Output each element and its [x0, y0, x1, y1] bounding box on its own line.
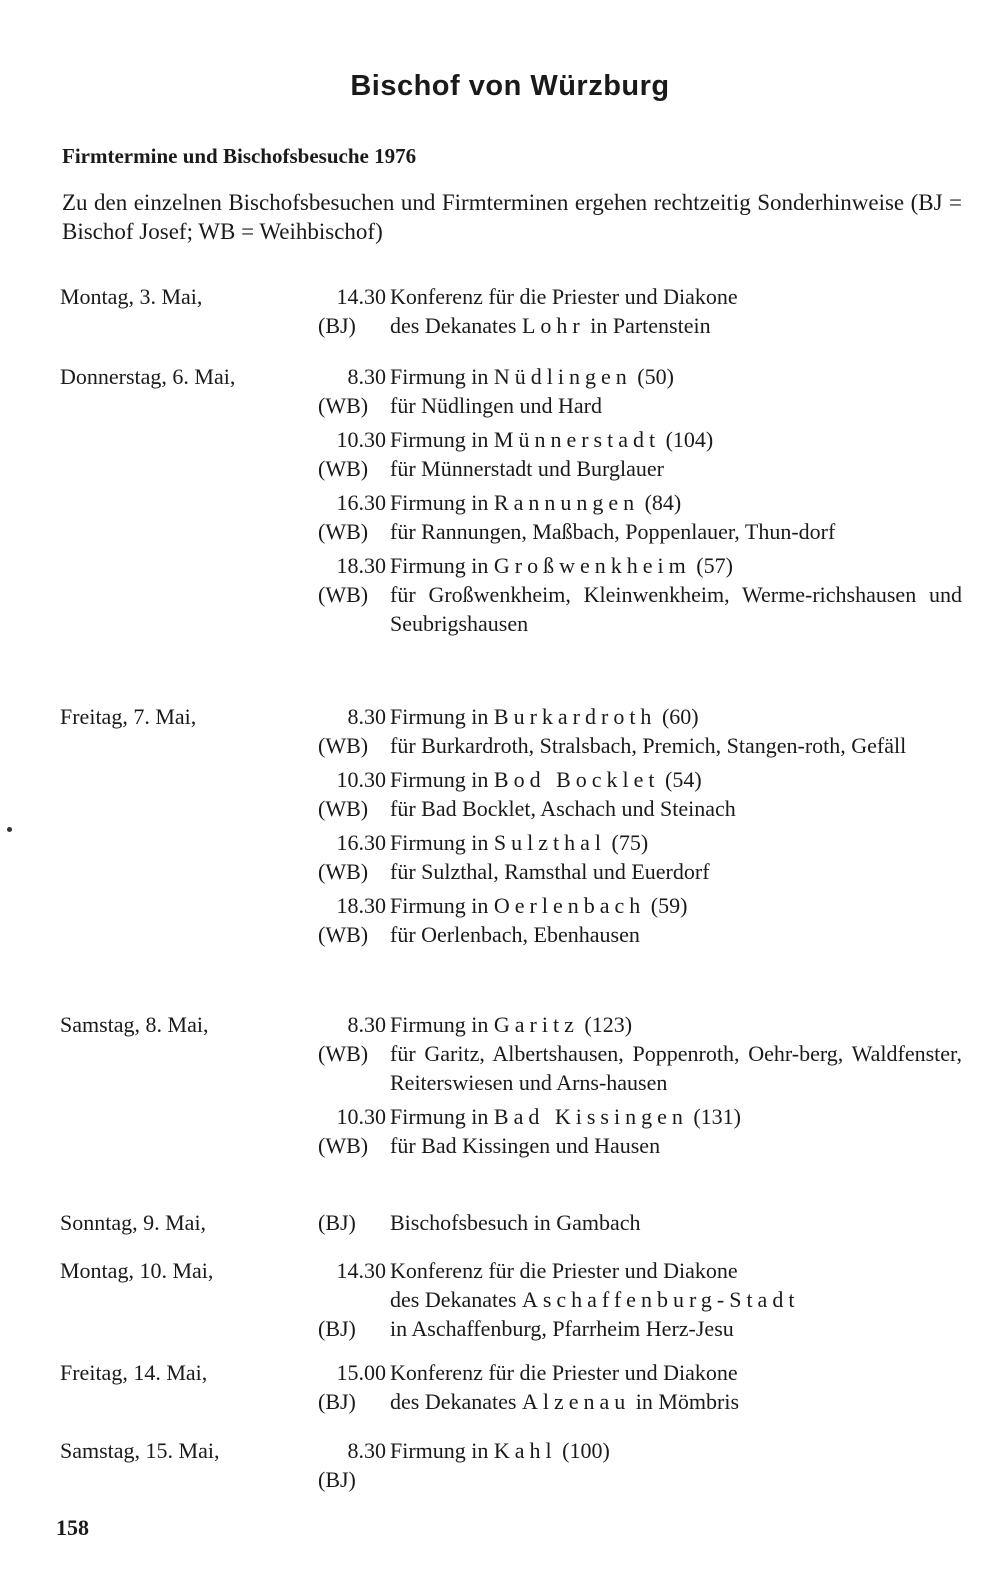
place-name: Bod Bocklet [493, 767, 660, 792]
event-detail: für Rannungen, Maßbach, Poppenlauer, Thun-dorf [390, 519, 836, 544]
event-text: Firmung in [390, 767, 494, 792]
event-time: 16.30 [336, 830, 386, 855]
participant-count: (75) [606, 830, 649, 855]
event-celebrant: (WB) [318, 519, 369, 544]
intro-paragraph: Zu den einzelnen Bischofsbesuchen und Firmterminen ergehen rechtzeitig Sonderhinweise (BJ = Bischof Josef; WB = Weihbischof) [62, 190, 962, 244]
event-entry [318, 1436, 962, 1494]
event-celebrant: (BJ) [318, 1316, 356, 1341]
event-entry [318, 1256, 962, 1343]
event-detail: des Dekanates [390, 1287, 522, 1312]
event-celebrant: (WB) [318, 456, 369, 481]
place-name: Sulzthal [493, 830, 607, 855]
page-title: Bischof von Würzburg [350, 70, 670, 102]
event-celebrant: (BJ) [318, 1467, 356, 1492]
place-name: Rannungen [493, 490, 640, 515]
event-time: 15.00 [336, 1360, 386, 1385]
event-detail: in Partenstein [584, 313, 711, 338]
margin-mark [7, 827, 12, 832]
event-celebrant: (WB) [318, 796, 369, 821]
day-label: Freitag, 14. Mai, [60, 1360, 208, 1385]
day-label: Donnerstag, 6. Mai, [60, 364, 236, 389]
event-entry [318, 891, 962, 949]
event-time: 18.30 [336, 553, 386, 578]
event-celebrant: (WB) [318, 922, 369, 947]
event-text: Konferenz für die Priester und Diakone [390, 1258, 738, 1283]
day-label: Montag, 10. Mai, [60, 1258, 214, 1283]
event-time: 8.30 [347, 1012, 386, 1037]
day-block [0, 1208, 1000, 1244]
participant-count: (123) [578, 1012, 633, 1037]
event-text: Firmung in [390, 364, 494, 389]
participant-count: (59) [645, 893, 688, 918]
event-entry [318, 702, 962, 760]
day-label: Samstag, 15. Mai, [60, 1438, 220, 1463]
event-detail: in Mömbris [630, 1389, 740, 1414]
event-text: Firmung in [390, 1012, 494, 1037]
event-celebrant: (WB) [318, 1133, 369, 1158]
event-time: 14.30 [336, 1258, 386, 1283]
day-block [0, 1256, 1000, 1348]
event-text: Firmung in [390, 553, 494, 578]
event-text: Firmung in [390, 427, 494, 452]
event-detail: für Bad Kissingen und Hausen [390, 1133, 661, 1158]
event-entry [318, 488, 962, 546]
participant-count: (50) [631, 364, 674, 389]
section-heading: Firmtermine und Bischofsbesuche 1976 [62, 144, 417, 168]
event-detail: in Aschaffenburg, Pfarrheim Herz-Jesu [390, 1316, 734, 1341]
day-block [0, 1010, 1000, 1200]
event-text: Bischofsbesuch in Gambach [390, 1210, 641, 1235]
event-text: Firmung in [390, 490, 494, 515]
place-name: Kahl [493, 1438, 557, 1463]
participant-count: (100) [556, 1438, 610, 1463]
event-detail: für Bad Bocklet, Aschach und Steinach [390, 796, 736, 821]
day-label: Montag, 3. Mai, [60, 284, 203, 309]
participant-count: (104) [660, 427, 714, 452]
event-time: 10.30 [336, 1104, 386, 1129]
event-entry [318, 425, 962, 483]
event-celebrant: (BJ) [318, 313, 356, 338]
event-detail: des Dekanates [390, 1389, 522, 1414]
event-time: 8.30 [347, 364, 386, 389]
event-entry [318, 1010, 962, 1097]
participant-count: (54) [659, 767, 702, 792]
event-time: 8.30 [347, 704, 386, 729]
event-detail: für Großwenkheim, Kleinwenkheim, Werme-richshausen und Seubrigshausen [390, 582, 962, 636]
place-name: Aschaffenburg-Stadt [521, 1287, 800, 1312]
day-block [0, 1436, 1000, 1500]
event-detail: für Münnerstadt und Burglauer [390, 456, 664, 481]
event-detail: des Dekanates [390, 313, 522, 338]
event-text: Konferenz für die Priester und Diakone [390, 284, 738, 309]
day-label: Samstag, 8. Mai, [60, 1012, 209, 1037]
place-name: Garitz [493, 1012, 579, 1037]
day-label: Freitag, 7. Mai, [60, 704, 197, 729]
event-entry [318, 362, 962, 420]
place-name: Großwenkheim [493, 553, 691, 578]
place-name: Oerlenbach [493, 893, 646, 918]
participant-count: (60) [656, 704, 699, 729]
event-entry [318, 1102, 962, 1160]
event-detail [390, 1465, 962, 1494]
event-detail: für Oerlenbach, Ebenhausen [390, 922, 640, 947]
event-entry [318, 551, 962, 638]
event-celebrant: (WB) [318, 582, 369, 607]
event-text: Firmung in [390, 830, 494, 855]
event-detail: für Garitz, Albertshausen, Poppenroth, Oehr-berg, Waldfenster, Reiterswiesen und Arns-hausen [390, 1041, 962, 1095]
page-number: 158 [56, 1515, 89, 1540]
place-name: Lohr [521, 313, 585, 338]
event-entry [318, 765, 962, 823]
event-entry [318, 1358, 962, 1416]
event-celebrant: (WB) [318, 393, 369, 418]
event-detail: für Nüdlingen und Hard [390, 393, 603, 418]
day-block [0, 282, 1000, 354]
event-time: 18.30 [336, 893, 386, 918]
event-text: Firmung in [390, 1104, 494, 1129]
event-text: Firmung in [390, 893, 494, 918]
event-text: Konferenz für die Priester und Diakone [390, 1360, 738, 1385]
participant-count: (84) [639, 490, 682, 515]
day-block [0, 702, 1000, 992]
event-celebrant: (BJ) [318, 1389, 356, 1414]
event-detail: für Sulzthal, Ramsthal und Euerdorf [390, 859, 710, 884]
event-detail: für Burkardroth, Stralsbach, Premich, Stangen-roth, Gefäll [390, 733, 907, 758]
place-name: Burkardroth [493, 704, 657, 729]
place-name: Bad Kissingen [493, 1104, 688, 1129]
event-celebrant: (WB) [318, 733, 369, 758]
day-block [0, 362, 1000, 682]
participant-count: (57) [690, 553, 733, 578]
event-text: Firmung in [390, 704, 494, 729]
event-entry [318, 282, 962, 340]
day-label: Sonntag, 9. Mai, [60, 1210, 207, 1235]
day-block [0, 1358, 1000, 1422]
event-time: 8.30 [347, 1438, 386, 1463]
place-name: Alzenau [521, 1389, 631, 1414]
event-celebrant: (BJ) [318, 1210, 356, 1235]
event-time: 16.30 [336, 490, 386, 515]
event-celebrant: (WB) [318, 859, 369, 884]
participant-count: (131) [687, 1104, 742, 1129]
event-entry [318, 1208, 962, 1237]
place-name: Nüdlingen [493, 364, 632, 389]
schedule [0, 282, 1000, 1500]
event-celebrant: (WB) [318, 1041, 369, 1066]
event-time: 10.30 [336, 427, 386, 452]
place-name: Münnerstadt [493, 427, 661, 452]
event-text: Firmung in [390, 1438, 494, 1463]
event-time: 10.30 [336, 767, 386, 792]
event-entry [318, 828, 962, 886]
event-time: 14.30 [336, 284, 386, 309]
